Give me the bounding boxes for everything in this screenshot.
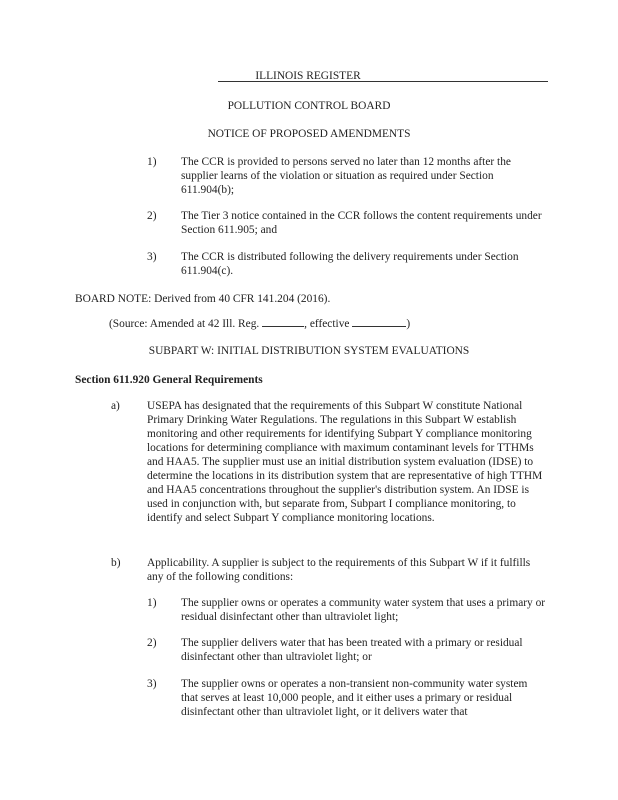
source-note bbox=[109, 317, 410, 331]
list-item-text: The supplier owns or operates a non-transient non-community water system that serves at least 10,000 people, and it either uses a primary or residual disinfectant other than ultraviolet light, or it delivers water that bbox=[181, 678, 528, 718]
blank-line bbox=[262, 326, 304, 327]
list-item-number: 2) bbox=[147, 210, 157, 222]
list-item-number: 1) bbox=[147, 597, 157, 609]
paragraph-text: Applicability. A supplier is subject to the requirements of this Subpart W if it fulfills any of the following conditions: bbox=[147, 557, 531, 583]
list-item-text: The supplier delivers water that has been treated with a primary or residual disinfectant other than ultraviolet light; or bbox=[181, 637, 523, 663]
paragraph-number: a) bbox=[111, 400, 120, 412]
list-item-text: The CCR is provided to persons served no later than 12 months after the supplier learns of the violation or situation as required under Section 611.904(b); bbox=[181, 156, 511, 196]
board-note: BOARD NOTE: Derived from 40 CFR 141.204 (2016). bbox=[75, 293, 331, 305]
paragraph-text: USEPA has designated that the requirements of this Subpart W constitute National Primary Drinking Water Regulations. The regulations in this Subpart W establish monitoring and other requirements for identifying Subpart Y compliance monitoring locations for determining compliance with maximum contaminant levels for TTHMs and HAA5. The supplier must use an initial distribution system evaluation (IDSE) to determine the locations in its distribution system that are representative of high TTHM and HAA5 concentrations throughout the supplier's distribution system. An IDSE is used in conjunction with, but separate from, Subpart I compliance monitoring, to identify and select Subpart Y compliance monitoring locations. bbox=[147, 400, 543, 524]
list-item-number: 3) bbox=[147, 251, 157, 263]
notice-title: NOTICE OF PROPOSED AMENDMENTS bbox=[207, 128, 411, 140]
blank-line bbox=[352, 326, 406, 327]
agency-name: POLLUTION CONTROL BOARD bbox=[227, 100, 391, 112]
register-title: ILLINOIS REGISTER bbox=[255, 70, 361, 82]
list-item-number: 3) bbox=[147, 678, 157, 690]
source-prefix: (Source: Amended at 42 Ill. Reg. bbox=[109, 318, 260, 330]
list-item-text: The Tier 3 notice contained in the CCR follows the content requirements under Section 611.905; and bbox=[181, 210, 542, 236]
source-middle: , effective bbox=[304, 318, 350, 330]
paragraph-number: b) bbox=[111, 557, 121, 569]
subpart-title: SUBPART W: INITIAL DISTRIBUTION SYSTEM EVALUATIONS bbox=[148, 345, 470, 357]
list-item-text: The CCR is distributed following the delivery requirements under Section 611.904(c). bbox=[181, 251, 519, 277]
list-item-text: The supplier owns or operates a community water system that uses a primary or residual disinfectant other than ultraviolet light; bbox=[181, 597, 546, 623]
section-heading: Section 611.920 General Requirements bbox=[75, 374, 263, 386]
list-item-number: 2) bbox=[147, 637, 157, 649]
list-item-number: 1) bbox=[147, 156, 157, 168]
source-suffix: ) bbox=[406, 318, 411, 330]
